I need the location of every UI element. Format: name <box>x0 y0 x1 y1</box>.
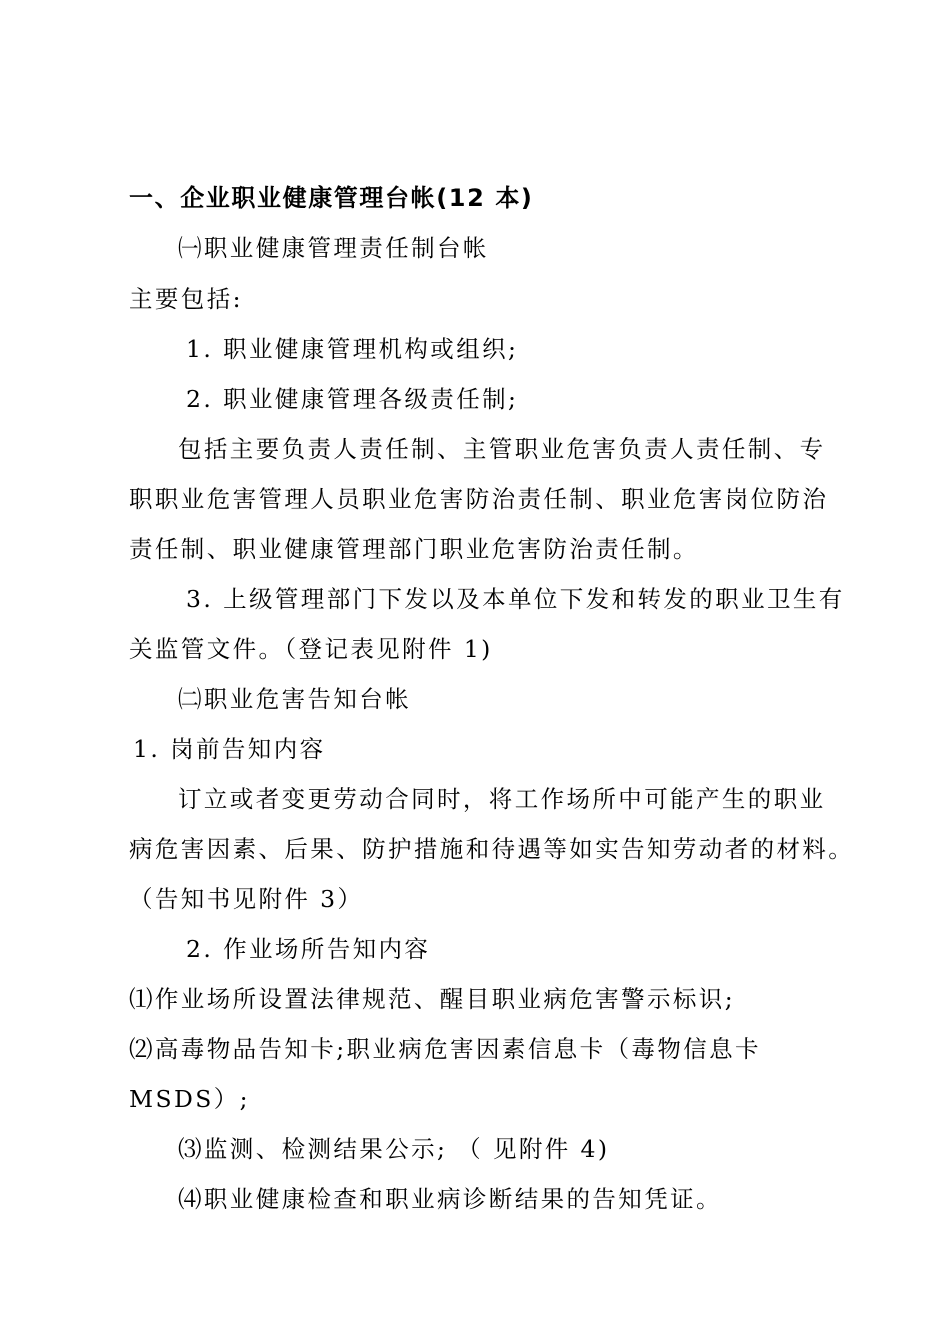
paragraph-line: 职职业危害管理人员职业危害防治责任制、职业危害岗位防治 <box>129 485 829 513</box>
subsection-title: ㈠职业健康管理责任制台帐 <box>178 234 489 262</box>
list-item: ⑶监测、检测结果公示; （ 见附件 4) <box>178 1135 610 1163</box>
list-item: 2. 职业健康管理各级责任制; <box>186 385 519 413</box>
paragraph-line: 主要包括: <box>129 285 243 313</box>
paragraph-line: 病危害因素、后果、防护措施和待遇等如实告知劳动者的材料。 <box>129 835 855 863</box>
subsection-title: ㈡职业危害告知台帐 <box>178 685 412 713</box>
list-item: 3. 上级管理部门下发以及本单位下发和转发的职业卫生有 <box>186 585 845 613</box>
section-title: 一、企业职业健康管理台帐(12 本) <box>129 184 534 212</box>
paragraph-line: 包括主要负责人责任制、主管职业危害负责人责任制、专 <box>178 435 826 463</box>
list-item: 1. 职业健康管理机构或组织; <box>186 335 519 363</box>
list-item: ⑷职业健康检查和职业病诊断结果的告知凭证。 <box>178 1185 722 1213</box>
list-item: 1. 岗前告知内容 <box>133 735 326 763</box>
paragraph-line: （告知书见附件 3） <box>129 885 364 913</box>
list-item: ⑵高毒物品告知卡;职业病危害因素信息卡（毒物信息卡 <box>129 1035 761 1063</box>
paragraph-line: MSDS）; <box>129 1085 250 1113</box>
paragraph-line: 订立或者变更劳动合同时，将工作场所中可能产生的职业 <box>178 785 826 813</box>
list-item: ⑴作业场所设置法律规范、醒目职业病危害警示标识; <box>129 985 736 1013</box>
paragraph-line: 关监管文件。（登记表见附件 1) <box>129 635 493 663</box>
list-item: 2. 作业场所告知内容 <box>186 935 431 963</box>
paragraph-line: 责任制、职业健康管理部门职业危害防治责任制。 <box>129 535 699 563</box>
